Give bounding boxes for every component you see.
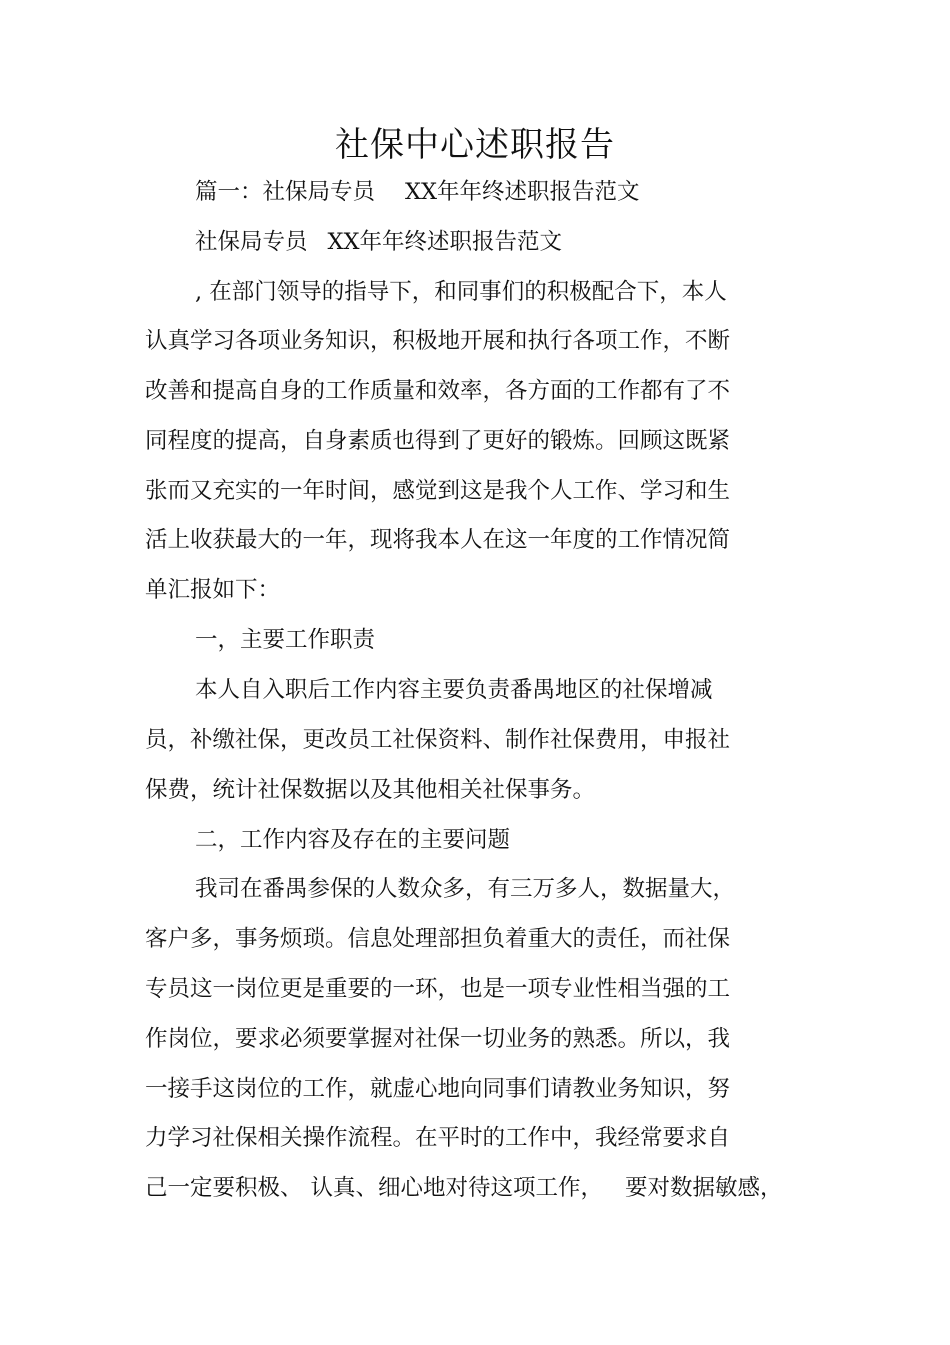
last-line-part-3: 要对数据敏感， bbox=[625, 1175, 783, 1201]
heading-repeat-suffix: XX年年终述职报告范文 bbox=[327, 229, 563, 255]
last-line-part-1: 己一定要积极、 bbox=[145, 1175, 303, 1201]
subtitle-suffix: XX年年终述职报告范文 bbox=[405, 179, 640, 205]
body-line-8: 本人自入职后工作内容主要负责番禺地区的社保增减 bbox=[195, 677, 713, 703]
body-line-10: 保费，统计社保数据以及其他相关社保事务。 bbox=[145, 777, 596, 803]
body-line-4: 同程度的提高，自身素质也得到了更好的锻炼。回顾这既紧 bbox=[145, 428, 731, 454]
body-line-9: 员，补缴社保，更改员工社保资料、制作社保费用，申报社 bbox=[145, 727, 731, 753]
last-line-part-2: 认真、细心地对待这项工作， bbox=[310, 1175, 604, 1201]
heading-repeat-line bbox=[195, 227, 562, 257]
body-line-1: , 在部门领导的指导下，和同事们的积极配合下，本人 bbox=[195, 279, 727, 305]
body-line-17 bbox=[145, 1173, 783, 1203]
subtitle-prefix: 篇一：社保局专员 bbox=[195, 179, 376, 205]
body-line-2: 认真学习各项业务知识，积极地开展和执行各项工作，不断 bbox=[145, 328, 731, 354]
body-line-6: 活上收获最大的一年，现将我本人在这一年度的工作情况简 bbox=[145, 527, 731, 553]
body-line-14: 作岗位，要求必须要掌握对社保一切业务的熟悉。所以，我 bbox=[145, 1026, 731, 1052]
body-line-13: 专员这一岗位更是重要的一环，也是一项专业性相当强的工 bbox=[145, 976, 731, 1002]
body-line-5: 张而又充实的一年时间，感觉到这是我个人工作、学习和生 bbox=[145, 478, 731, 504]
body-line-11: 我司在番禺参保的人数众多，有三万多人，数据量大， bbox=[195, 876, 736, 902]
body-line-16: 力学习社保相关操作流程。在平时的工作中，我经常要求自 bbox=[145, 1125, 731, 1151]
subtitle-line bbox=[195, 177, 640, 207]
body-line-7: 单汇报如下： bbox=[145, 577, 281, 603]
body-line-12: 客户多，事务烦琐。信息处理部担负着重大的责任，而社保 bbox=[145, 926, 731, 952]
heading-repeat-prefix: 社保局专员 bbox=[195, 229, 308, 255]
document-title: 社保中心述职报告 bbox=[335, 125, 615, 165]
body-line-15: 一接手这岗位的工作，就虚心地向同事们请教业务知识，努 bbox=[145, 1076, 731, 1102]
section-heading-2: 二，工作内容及存在的主要问题 bbox=[195, 827, 511, 853]
section-heading-1: 一，主要工作职责 bbox=[195, 627, 376, 653]
body-line-3: 改善和提高自身的工作质量和效率，各方面的工作都有了不 bbox=[145, 378, 731, 404]
